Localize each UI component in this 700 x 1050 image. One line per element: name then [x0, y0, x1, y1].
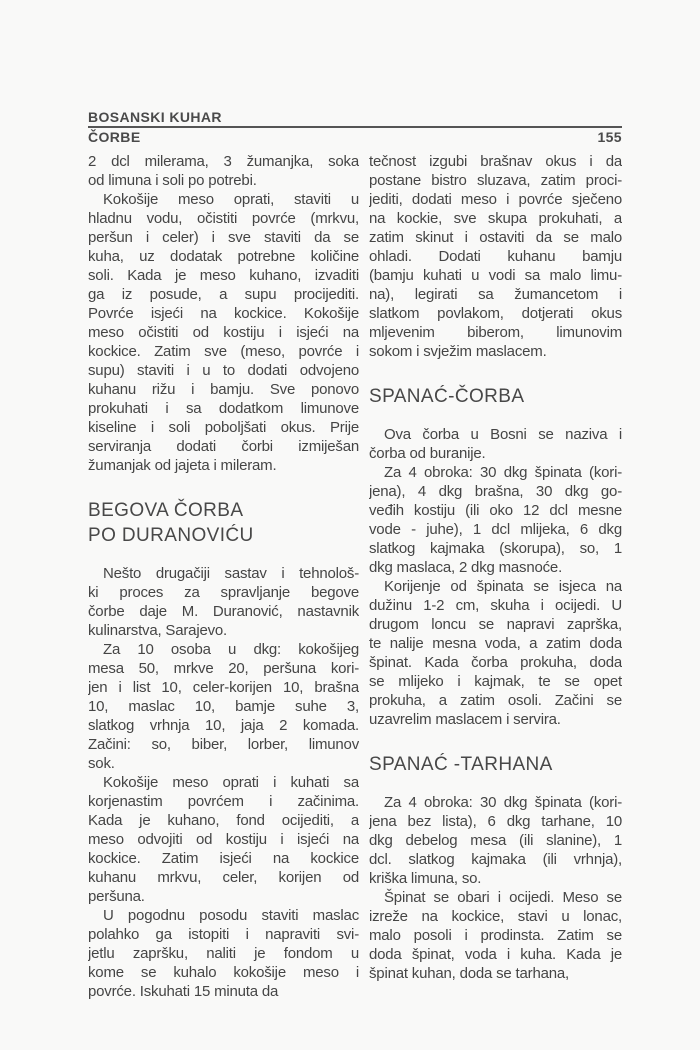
heading-line: PO DURANOVIĆU [88, 525, 254, 546]
text-line: Korijenje od špinata se isjeca na [384, 578, 622, 595]
header-row [88, 130, 622, 145]
text-line: kriška limuna, so. [369, 870, 482, 887]
text-line: veđih kostiju (ili oko 12 dcl mesne [369, 502, 622, 519]
text-line: Kokošije meso oprati, staviti u [103, 191, 359, 208]
text-line: ki proces za spravljanje begove [88, 584, 359, 601]
text-line: prokuha, a zatim osoli. Začini se [369, 692, 622, 709]
text-line: čorba od buranije. [369, 445, 486, 462]
text-line: doda špinat, voda i kuha. Kada je [369, 946, 622, 963]
text-line: špinat kuhan, doda se tarhana, [369, 965, 569, 982]
text-line: Povrće isjeći na kockice. Kokošije [88, 305, 359, 322]
text-line: Začini: so, biber, lorber, limunov [88, 736, 359, 753]
text-line: kulinarstva, Sarajevo. [88, 622, 228, 639]
text-line: sok. [88, 755, 115, 772]
text-line: se mlijeko i kajmak, te se opet [369, 673, 622, 690]
text-line: meso odvojiti od kostiju i isjeći na [88, 831, 359, 848]
text-line: Za 10 osoba u dkg: kokošijeg [103, 641, 359, 658]
text-line: meso očistiti od kostiju i isjeći na [88, 324, 359, 341]
text-line: slatkom povlakom, dotjerati okus [369, 305, 622, 322]
text-line: peršuna. [88, 888, 145, 905]
text-line: slatkog vrhnja 10, jaja 2 komada. [88, 717, 359, 734]
text-line: ga iz posude, a supu procijediti. [88, 286, 359, 303]
text-line: kuha, uz dodatak potrebne količine [88, 248, 359, 265]
recipe-heading [369, 384, 622, 409]
text-line: špinat. Kada čorba prokuha, doda [369, 654, 622, 671]
text-line: od limuna i soli po potrebi. [88, 172, 257, 189]
text-line: hladnu vodu, očistiti povrće (mrkvu, [88, 210, 359, 227]
paragraph [88, 152, 359, 190]
column-right [369, 152, 622, 1001]
paragraph [369, 793, 622, 888]
text-line: dužinu 1-2 cm, skuha i ocijedi. U [369, 597, 622, 614]
text-line: dkg maslaca, 2 dkg masnoće. [369, 559, 563, 576]
text-line: jetlu zapršku, naliti je fondom u [88, 945, 359, 962]
text-line: na), legirati sa žumancetom i [369, 286, 622, 303]
text-line: ohladi. Dodati kuhanu bamju [369, 248, 622, 265]
text-line: Ova čorba u Bosni se naziva i [384, 426, 622, 443]
paragraph [369, 425, 622, 463]
paragraph [88, 773, 359, 906]
text-line: serviranja dodati čorbi izmiješan [88, 438, 359, 455]
header-book-title: BOSANSKI KUHAR [88, 109, 222, 125]
heading-line: SPANAĆ -TARHANA [369, 754, 553, 775]
heading-line: SPANAĆ-ČORBA [369, 386, 525, 407]
text-line: polahko ga istopiti i napraviti svi- [88, 926, 359, 943]
text-line: mljevenim biberom, limunovim [369, 324, 622, 341]
text-line: Za 4 obroka: 30 dkg špinata (kori- [384, 794, 622, 811]
text-line: čorbe daje M. Duranović, nastavnik [88, 603, 359, 620]
text-line: postane bistro sluzava, zatim proci- [369, 172, 622, 189]
text-line: kuhanu mrkvu, celer, korijen od [88, 869, 359, 886]
text-line: U pogodnu posodu staviti maslac [103, 907, 359, 924]
paragraph [88, 564, 359, 640]
header-rule [88, 126, 622, 128]
text-line: kiseline i soli poboljšati okus. Prije [88, 419, 359, 436]
text-line: Za 4 obroka: 30 dkg špinata (kori- [384, 464, 622, 481]
text-line: Kokošije meso oprati i kuhati sa [103, 774, 359, 791]
page-content [88, 110, 622, 1001]
paragraph [369, 463, 622, 577]
text-line: jena bez lista), 6 dkg tarhane, 10 [369, 813, 622, 830]
column-left [88, 152, 359, 1001]
text-line: na kockie, sve skupa prokuhati, a [369, 210, 622, 227]
recipe-heading [88, 498, 359, 548]
text-line: jena), 4 dkg brašna, 30 dkg go- [369, 483, 622, 500]
text-line: kockice. Zatim isjeći na kockice [88, 850, 359, 867]
text-line: zatim skinut i ostaviti da se malo [369, 229, 622, 246]
text-line: izreže na kockice, stavi u lonac, [369, 908, 622, 925]
text-line: žumanjak od jajeta i mileram. [88, 457, 277, 474]
text-line: slatkog kajmaka (skorupa), so, 1 [369, 540, 622, 557]
paragraph [369, 152, 622, 361]
text-line: 2 dcl milerama, 3 žumanjka, soka [88, 153, 359, 170]
two-column-layout [88, 152, 622, 1001]
paragraph [88, 906, 359, 1001]
text-line: mesa 50, mrkve 20, peršuna kori- [88, 660, 359, 677]
recipe-heading [369, 752, 622, 777]
paragraph [369, 577, 622, 729]
text-line: te nalije mesna voda, a zatim doda [369, 635, 622, 652]
text-line: jen i list 10, celer-korijen 10, brašna [88, 679, 359, 696]
text-line: prokuhati i sa dodatkom limunove [88, 400, 359, 417]
text-line: drugom loncu se napravi zaprška, [369, 616, 622, 633]
text-line: kuhanu rižu i bamju. Sve ponovo [88, 381, 359, 398]
paragraph [88, 640, 359, 773]
text-line: sokom i svježim maslacem. [369, 343, 547, 360]
paragraph [88, 190, 359, 475]
text-line: uzavrelim maslacem i servira. [369, 711, 561, 728]
text-line: kockice. Zatim sve (meso, povrće i [88, 343, 359, 360]
text-line: peršun i celer) i sve staviti da se [88, 229, 359, 246]
text-line: vode - juhe), 1 dcl mlijeka, 6 dkg [369, 521, 622, 538]
text-line: Kada je kuhano, fond ocijediti, a [88, 812, 359, 829]
text-line: dkg debelog mesa (ili slanine), 1 [369, 832, 622, 849]
text-line: malo posoli i prodinsta. Zatim se [369, 927, 622, 944]
text-line: tečnost izgubi brašnav okus i da [369, 153, 622, 170]
paragraph [369, 888, 622, 983]
text-line: kome se kuhalo kokošije meso i [88, 964, 359, 981]
text-line: soli. Kada je meso kuhano, izvaditi [88, 267, 359, 284]
header-chapter: ČORBE [88, 129, 141, 145]
text-line: 10, maslac 10, bamje suhe 3, [88, 698, 359, 715]
text-line: dcl. slatkog kajmaka (ili vrhnja), [369, 851, 622, 868]
text-line: korjenastim povrćem i začinima. [88, 793, 359, 810]
header-page-number: 155 [597, 129, 622, 145]
heading-line: BEGOVA ČORBA [88, 500, 244, 521]
text-line: (bamju kuhati u vodi sa malo limu- [369, 267, 622, 284]
text-line: povrće. Iskuhati 15 minuta da [88, 983, 279, 1000]
text-line: Nešto drugačiji sastav i tehnološ- [103, 565, 359, 582]
text-line: Špinat se obari i ocijedi. Meso se [384, 889, 622, 906]
text-line: jediti, dodati meso i povrće sječeno [369, 191, 622, 208]
text-line: supu) staviti i u to dodati odvojeno [88, 362, 359, 379]
